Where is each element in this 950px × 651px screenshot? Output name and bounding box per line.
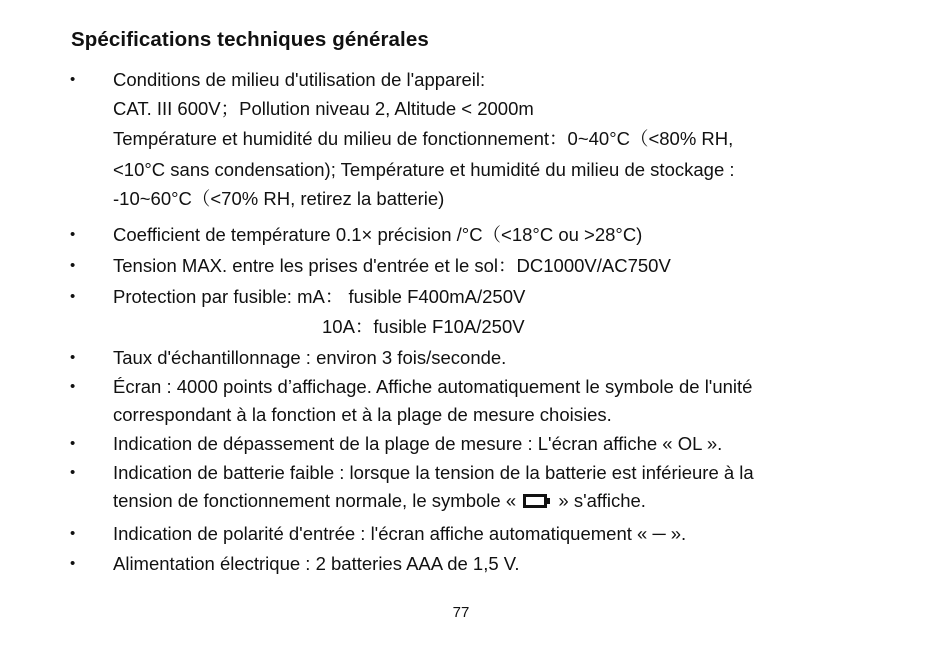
spec-text-line: -10~60°C（<70% RH, retirez la batterie) bbox=[113, 188, 445, 209]
spec-text-line: Indication de batterie faible : lorsque la tension de la batterie est inférieure à la bbox=[113, 462, 754, 483]
battery-icon-tip bbox=[547, 498, 550, 504]
spec-text-segment: » s'affiche. bbox=[558, 490, 646, 511]
page-title: Spécifications techniques générales bbox=[71, 28, 429, 51]
bullet-marker: • bbox=[70, 226, 76, 243]
spec-text-segment: tension de fonctionnement normale, le symbole « bbox=[113, 490, 517, 511]
bullet-marker: • bbox=[70, 257, 76, 274]
spec-text-line: correspondant à la fonction et à la plage de mesure choisies. bbox=[113, 404, 612, 425]
bullet-marker: • bbox=[70, 435, 76, 452]
battery-icon-window bbox=[526, 497, 544, 505]
bullet-marker: • bbox=[70, 288, 76, 305]
spec-text-line-with-icon bbox=[113, 490, 646, 512]
bullet-marker: • bbox=[70, 525, 76, 542]
battery-icon bbox=[523, 494, 551, 508]
spec-text-line: Indication de dépassement de la plage de mesure : L'écran affiche « OL ». bbox=[113, 433, 723, 454]
bullet-marker: • bbox=[70, 349, 76, 366]
spec-text-line: Température et humidité du milieu de fonctionnement：0~40°C（<80% RH, bbox=[113, 128, 734, 149]
bullet-marker: • bbox=[70, 464, 76, 481]
spec-text-line: Taux d'échantillonnage : environ 3 fois/seconde. bbox=[113, 347, 507, 368]
bullet-marker: • bbox=[70, 71, 76, 88]
bullet-marker: • bbox=[70, 378, 76, 395]
bullet-marker: • bbox=[70, 555, 76, 572]
spec-text-line: Protection par fusible: mA： fusible F400mA/250V bbox=[113, 286, 526, 307]
page-number: 77 bbox=[452, 604, 470, 621]
spec-text-line: <10°C sans condensation); Température et humidité du milieu de stockage : bbox=[113, 159, 735, 180]
spec-text-line: Indication de polarité d'entrée : l'écran affiche automatiquement « ─ ». bbox=[113, 523, 687, 544]
spec-text-line: Écran : 4000 points d’affichage. Affiche automatiquement le symbole de l'unité bbox=[113, 376, 753, 397]
spec-text-line: Tension MAX. entre les prises d'entrée et le sol：DC1000V/AC750V bbox=[113, 255, 671, 276]
spec-text-line: Conditions de milieu d'utilisation de l'appareil: bbox=[113, 69, 486, 90]
spec-text-line: CAT. III 600V；Pollution niveau 2, Altitude < 2000m bbox=[113, 98, 534, 119]
spec-text-line: 10A：fusible F10A/250V bbox=[322, 316, 525, 337]
spec-text-line: Coefficient de température 0.1× précision /°C（<18°C ou >28°C) bbox=[113, 224, 643, 245]
spec-text-line: Alimentation électrique : 2 batteries AAA de 1,5 V. bbox=[113, 553, 520, 574]
